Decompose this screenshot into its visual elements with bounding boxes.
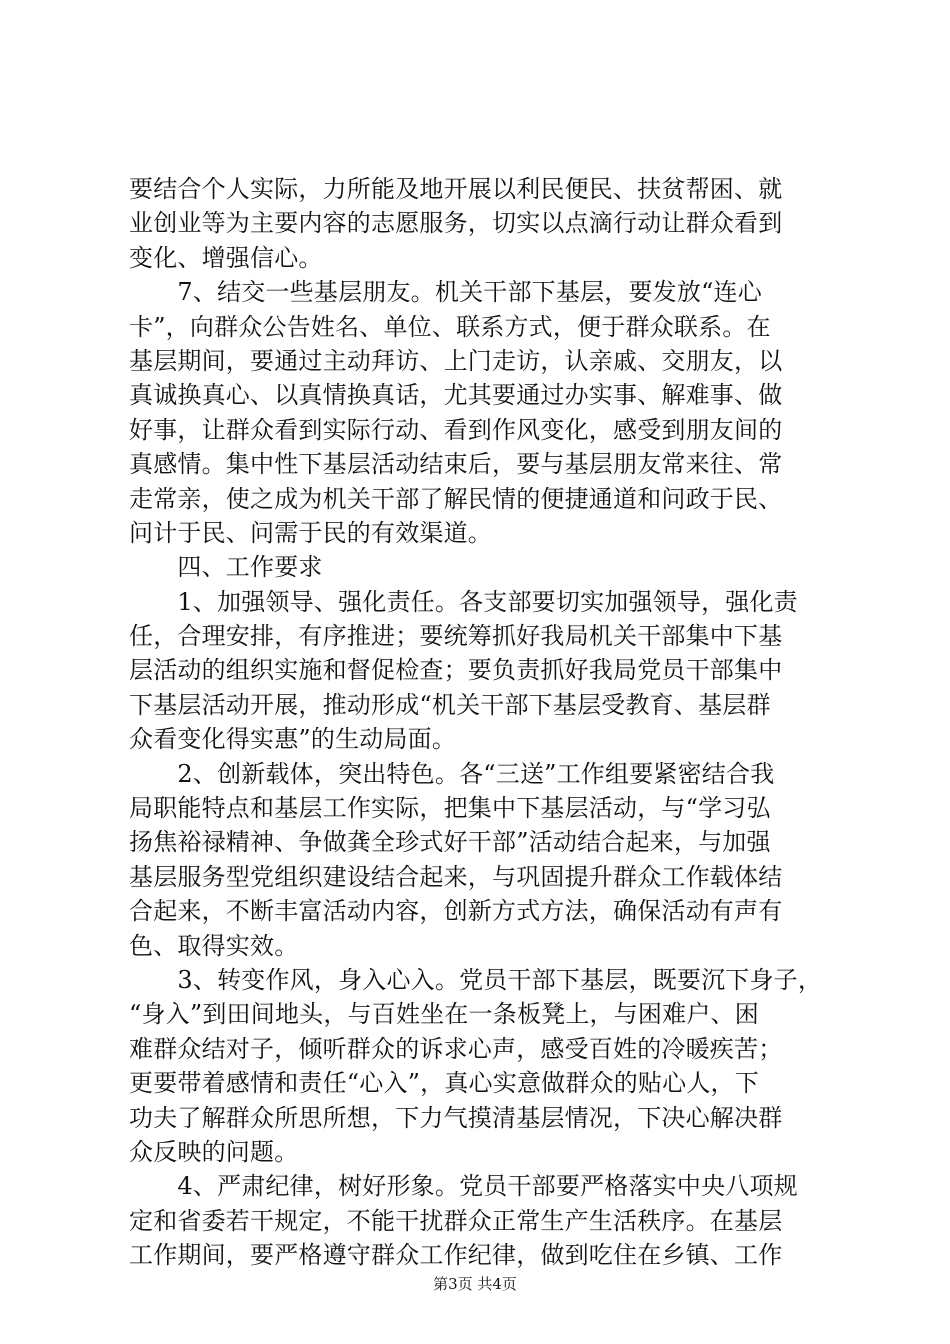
text-line: 真感情。集中性下基层活动结束后，要与基层朋友常来往、常 bbox=[129, 450, 783, 479]
text-line: 1、加强领导、强化责任。各支部要切实加强领导，强化责 bbox=[129, 587, 798, 616]
text-line: 色、取得实效。 bbox=[129, 931, 299, 960]
text-line: 功夫了解群众所思所想，下力气摸清基层情况，下决心解决群 bbox=[129, 1103, 783, 1132]
text-line: 下基层活动开展，推动形成“机关干部下基层受教育、基层群 bbox=[129, 690, 771, 719]
text-line: 7、结交一些基层朋友。机关干部下基层，要发放“连心 bbox=[129, 278, 762, 307]
text-line: 3、转变作风，身入心入。党员干部下基层，既要沉下身子， bbox=[129, 965, 823, 994]
text-line: 扬焦裕禄精神、争做龚全珍式好干部”活动结合起来，与加强 bbox=[129, 828, 771, 857]
text-line: 局职能特点和基层工作实际，把集中下基层活动，与“学习弘 bbox=[129, 794, 771, 823]
page-number-footer: 第3页 共4页 bbox=[433, 1275, 517, 1293]
text-line: 层活动的组织实施和督促检查；要负责抓好我局党员干部集中 bbox=[129, 656, 783, 685]
text-line: 4、严肃纪律，树好形象。党员干部要严格落实中央八项规 bbox=[129, 1172, 798, 1201]
text-line: 问计于民、问需于民的有效渠道。 bbox=[129, 518, 492, 547]
text-line: 变化、增强信心。 bbox=[129, 243, 323, 272]
text-line: 要结合个人实际，力所能及地开展以利民便民、扶贫帮困、就 bbox=[129, 175, 783, 203]
text-line: 众看变化得实惠”的生动局面。 bbox=[129, 725, 457, 754]
text-line: 合起来，不断丰富活动内容，创新方式方法，确保活动有声有 bbox=[129, 897, 783, 926]
text-line: 好事，让群众看到实际行动、看到作风变化，感受到朋友间的 bbox=[129, 415, 783, 444]
text-line: 基层期间，要通过主动拜访、上门走访，认亲戚、交朋友，以 bbox=[129, 346, 783, 375]
text-line: “身入”到田间地头，与百姓坐在一条板凳上，与困难户、困 bbox=[129, 1000, 759, 1029]
text-line: 更要带着感情和责任“心入”，真心实意做群众的贴心人，下 bbox=[129, 1069, 759, 1098]
document-body bbox=[129, 172, 829, 1273]
text-line: 众反映的问题。 bbox=[129, 1137, 299, 1166]
section-heading: 四、工作要求 bbox=[129, 553, 323, 582]
text-line: 基层服务型党组织建设结合起来，与巩固提升群众工作载体结 bbox=[129, 862, 783, 891]
text-line: 业创业等为主要内容的志愿服务，切实以点滴行动让群众看到 bbox=[129, 209, 783, 238]
text-line: 定和省委若干规定，不能干扰群众正常生产生活秩序。在基层 bbox=[129, 1206, 783, 1235]
text-line: 2、创新载体，突出特色。各“三送”工作组要紧密结合我 bbox=[129, 759, 775, 788]
text-line: 工作期间，要严格遵守群众工作纪律，做到吃住在乡镇、工作 bbox=[129, 1241, 783, 1270]
text-line: 难群众结对子，倾听群众的诉求心声，感受百姓的冷暖疾苦； bbox=[129, 1034, 783, 1063]
text-line: 真诚换真心、以真情换真话，尤其要通过办实事、解难事、做 bbox=[129, 381, 783, 410]
text-line: 走常亲，使之成为机关干部了解民情的便捷通道和问政于民、 bbox=[129, 484, 783, 513]
text-line: 任，合理安排，有序推进；要统筹抓好我局机关干部集中下基 bbox=[129, 622, 783, 651]
text-line: 卡”，向群众公告姓名、单位、联系方式，便于群众联系。在 bbox=[129, 312, 771, 341]
